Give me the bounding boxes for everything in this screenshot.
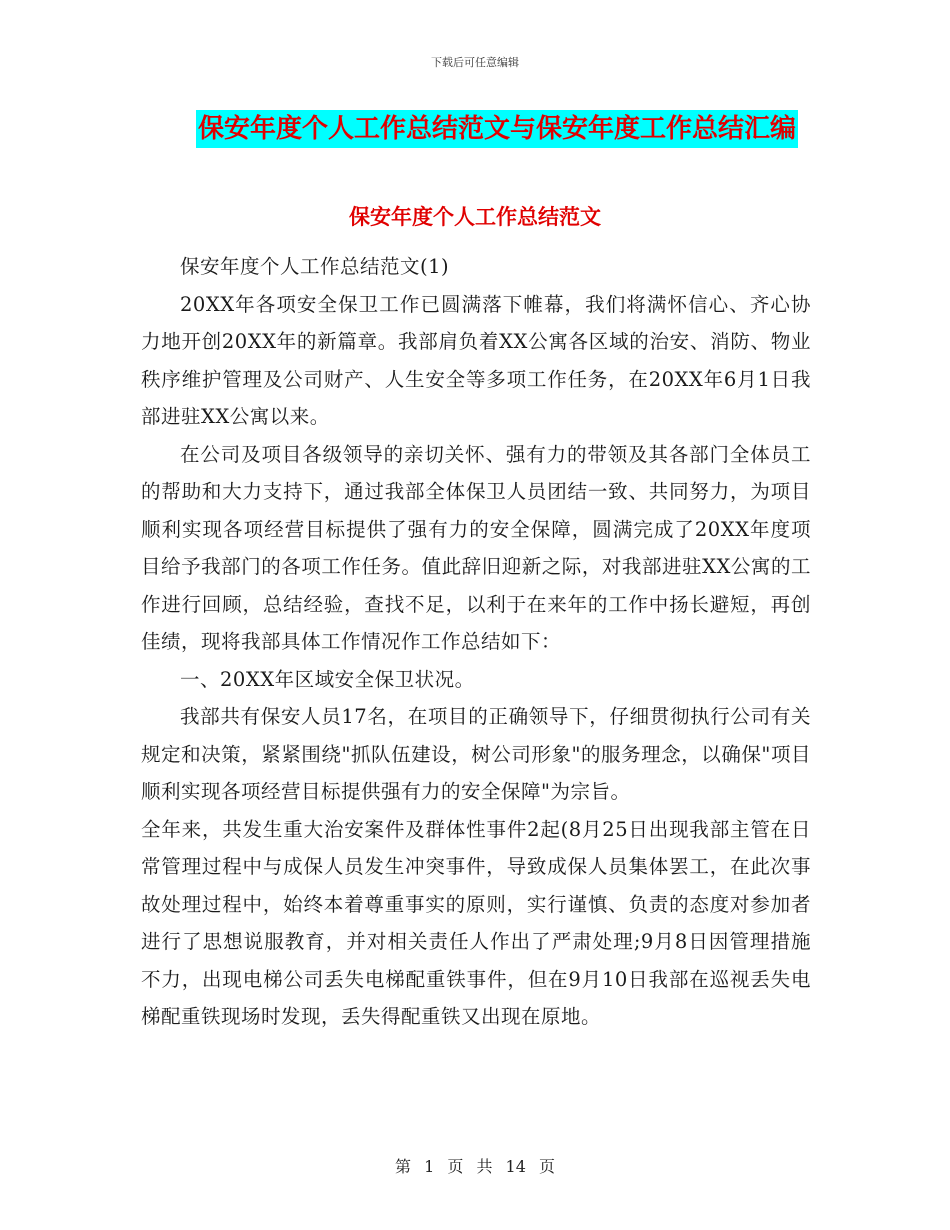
section-title: 保安年度个人工作总结范文 [349, 205, 601, 229]
paragraph-heading: 保安年度个人工作总结范文(1) [180, 255, 450, 278]
paragraph-heading: 一、20XX年区域安全保卫状况。 [180, 667, 475, 691]
document-body [141, 248, 811, 1036]
main-title-container [0, 110, 950, 148]
page-number: 第 1 页 共 14 页 [395, 1157, 555, 1176]
page-header-note: 下载后可任意编辑 [431, 56, 519, 69]
paragraph: 在公司及项目各级领导的亲切关怀、强有力的带领及其各部门全体员工的帮助和大力支持下，通过我部全体保卫人员团结一致、共同努力，为项目顺利实现各项经营目标提供了强有力的安全保障，圆满完成了20XX年度项目给予我部门的各项工作任务。值此辞旧迎新之际，对我部进驻XX公寓的工作进行回顾，总结经验，查找不足，以利于在来年的工作中扬长避短，再创佳绩，现将我部具体工作情况作工作总结如下： [141, 442, 811, 653]
paragraph: 我部共有保安人员17名，在项目的正确领导下，仔细贯彻执行公司有关规定和决策，紧紧围绕"抓队伍建设，树公司形象"的服务理念，以确保"项目顺利实现各项经营目标提供强有力的安全保障"为宗旨。 [141, 705, 811, 803]
paragraph: 全年来，共发生重大治安案件及群体性事件2起(8月25日出现我部主管在日常管理过程中与成保人员发生冲突事件，导致成保人员集体罢工，在此次事故处理过程中，始终本着尊重事实的原则，实行谨慎、负责的态度对参加者进行了思想说服教育，并对相关责任人作出了严肃处理;9月8日因管理措施不力，出现电梯公司丢失电梯配重铁事件，但在9月10日我部在巡视丢失电梯配重铁现场时发现，丢失得配重铁又出现在原地。 [141, 817, 811, 1028]
paragraph: 20XX年各项安全保卫工作已圆满落下帷幕，我们将满怀信心、齐心协力地开创20XX年的新篇章。我部肩负着XX公寓各区域的治安、消防、物业秩序维护管理及公司财产、人生安全等多项工作任务，在20XX年6月1日我部进驻XX公寓以来。 [141, 292, 811, 428]
document-title: 保安年度个人工作总结范文与保安年度工作总结汇编 [196, 110, 798, 148]
